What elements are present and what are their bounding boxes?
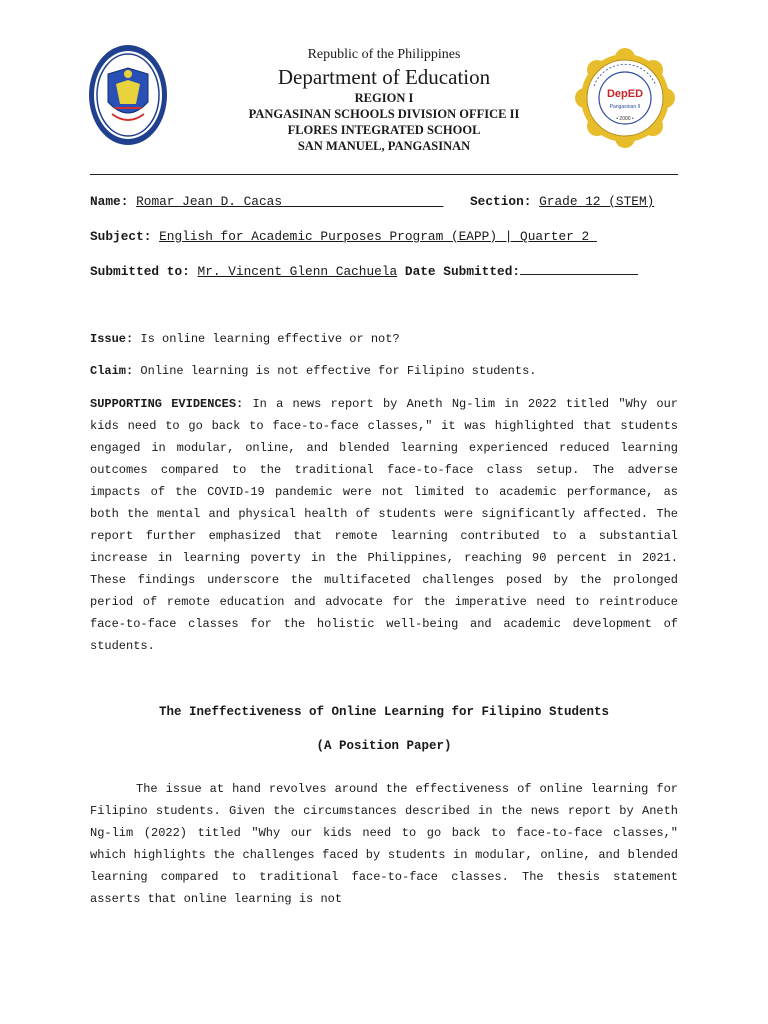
submitted-line: [90, 263, 680, 279]
submitted-to-label: Submitted to:: [90, 264, 190, 279]
subject-value: English for Academic Purposes Program (EAPP) | Quarter 2_: [159, 229, 597, 244]
subject-label: Subject:: [90, 229, 152, 244]
issue-line: [90, 328, 678, 350]
name-line: [90, 194, 680, 209]
paper-body-paragraph: The issue at hand revolves around the effectiveness of online learning for Filipino students. Given the circumstances described in the news report by Aneth Ng-lim (2022) titled "Why our kids need to go back to face-to-face classes," which highlights the challenges faced by students in modular, online, and blended learning compared to traditional face-to-face classes. The thesis statement asserts that online learning is not: [90, 782, 678, 906]
header-school: FLORES INTEGRATED SCHOOL: [287, 123, 481, 137]
header-department: Department of Education: [277, 65, 491, 89]
evidence-text: In a news report by Aneth Ng-lim in 2022 titled "Why our kids need to go back to face-to-face classes," it was highlighted that students engaged in modular, online, and blended learning experienced reduced learning outcomes compared to the traditional face-to-face class setup. The adverse impacts of the COVID-19 pandemic were not limited to academic performance, as both the mental and physical health of students were significantly affected. The report further emphasized that remote learning contributed to a substantial increase in learning poverty in the Philippines, reaching 90 percent in 2021. These findings underscore the multifaceted challenges posed by the prolonged period of remote education and advocate for the imperative need to reintroduce face-to-face classes for the holistic well-being and academic development of students.: [90, 397, 678, 653]
letterhead: [190, 46, 578, 154]
claim-label: Claim:: [90, 364, 134, 378]
header-division: PANGASINAN SCHOOLS DIVISION OFFICE II: [248, 107, 520, 121]
supporting-evidences-paragraph: [90, 393, 678, 657]
claim-text: Online learning is not effective for Filipino students.: [133, 364, 537, 378]
svg-text:DepED: DepED: [606, 88, 644, 100]
name-label: Name:: [90, 194, 129, 209]
date-submitted-blank: [520, 263, 638, 275]
issue-text: Is online learning effective or not?: [133, 332, 400, 346]
claim-line: [90, 360, 678, 382]
paper-title: The Ineffectiveness of Online Learning for Filipino Students: [158, 705, 610, 719]
section-value: Grade 12 (STEM): [539, 194, 655, 209]
subject-line: [90, 229, 680, 244]
svg-text:• 2000 •: • 2000 •: [616, 116, 634, 122]
submitted-to-value: Mr. Vincent Glenn Cachuela: [197, 264, 398, 279]
paper-subtitle: (A Position Paper): [316, 739, 452, 753]
section-label: Section:: [470, 194, 532, 209]
svg-text:Pangasinan II: Pangasinan II: [609, 104, 641, 110]
header-region: REGION I: [354, 91, 414, 105]
issue-label: Issue:: [90, 332, 134, 346]
header-republic: Republic of the Philippines: [307, 47, 461, 62]
school-seal-logo: [574, 46, 676, 150]
deped-seal-logo: [88, 44, 168, 146]
header-divider: [90, 174, 678, 175]
name-value: Romar Jean D. Cacas_____________________: [136, 194, 444, 209]
evidence-label: SUPPORTING EVIDENCES:: [90, 397, 244, 411]
date-submitted-label: Date Submitted:: [404, 264, 521, 279]
header-location: SAN MANUEL, PANGASINAN: [297, 139, 471, 153]
